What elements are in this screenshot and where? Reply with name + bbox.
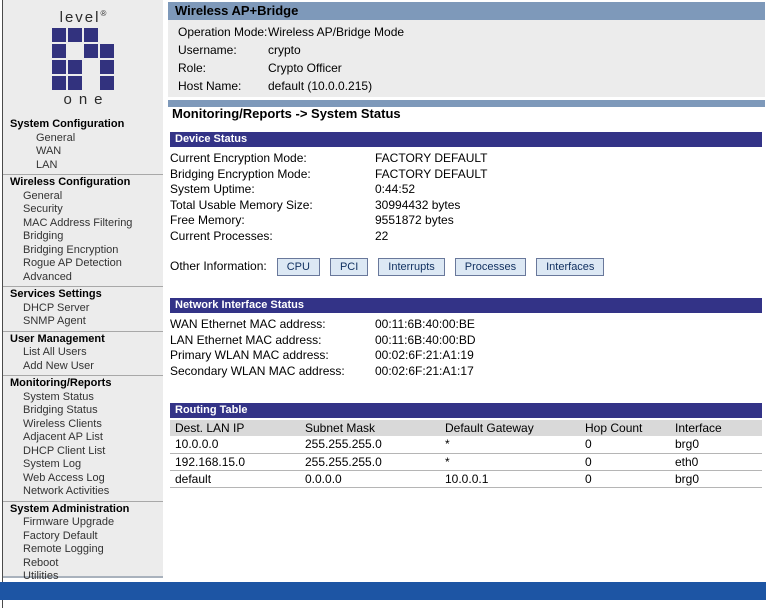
network-status-field-row [170,348,762,364]
sidebar-item-lan[interactable]: LAN [36,158,58,171]
logo-squares-icon [48,28,118,90]
sidebar-item-web-access-log[interactable]: Web Access Log [23,471,105,484]
sidebar-item-bridging-status[interactable]: Bridging Status [23,404,98,416]
routing-cell: 10.0.0.1 [440,470,580,487]
network-status-field-label: LAN Ethernet MAC address: [170,332,322,347]
menu-header-system-administration: System Administration [10,502,130,515]
menu-header-system-configuration: System Configuration [10,118,125,130]
menu-header-wireless-configuration: Wireless Configuration [10,176,131,188]
device-status-field-value: 22 [375,228,389,243]
device-status-rows [170,147,762,244]
device-status-field-label: Total Usable Memory Size: [170,197,313,212]
interrupts-button[interactable]: Interrupts [378,258,444,276]
sidebar-item-wireless-clients[interactable]: Wireless Clients [23,417,102,430]
routing-cell: * [440,453,580,470]
sidebar-item-factory-default[interactable]: Factory Default [23,529,98,542]
device-status-field-row [170,151,762,167]
header-field-label: Operation Mode: [178,25,268,39]
header-field-row [168,23,765,41]
device-status-field-label: System Uptime: [170,182,255,196]
sidebar-item-reboot[interactable]: Reboot [23,556,59,569]
sidebar-item-general[interactable]: General [23,189,63,202]
sidebar-item-add-new-user[interactable]: Add New User [23,359,94,372]
network-status-field-label: Primary WLAN MAC address: [170,348,329,362]
header-field-value: Crypto Officer [268,61,342,75]
sidebar-item-dhcp-client-list[interactable]: DHCP Client List [23,444,106,457]
device-status-field-row [170,182,762,198]
sidebar [3,0,163,582]
header-field-label: Host Name: [178,79,242,93]
menu-section-wireless-configuration [3,174,163,284]
header-field-value: Wireless AP/Bridge Mode [268,25,405,39]
routing-cell: 0 [580,436,670,453]
routing-cell: 255.255.255.0 [300,453,440,470]
network-status-field-value: 00:02:6F:21:A1:17 [375,363,474,378]
device-status-field-value: FACTORY DEFAULT [375,151,488,165]
device-status-field-value: FACTORY DEFAULT [375,166,488,181]
device-status-field-value: 0:44:52 [375,182,416,196]
menu-section-user-management [3,331,163,374]
header-field-row [168,59,765,77]
routing-table [170,420,762,488]
menu-header-monitoring-reports: Monitoring/Reports [10,377,112,389]
routing-cell: 0.0.0.0 [300,470,440,487]
sidebar-item-snmp-agent[interactable]: SNMP Agent [23,315,86,327]
network-status-field-row [170,333,762,349]
network-status-field-label: Secondary WLAN MAC address: [170,363,345,378]
network-status-rows [170,313,762,379]
device-status-header: Device Status [170,132,762,147]
sidebar-item-list-all-users[interactable]: List All Users [23,346,87,358]
sidebar-item-firmware-upgrade[interactable]: Firmware Upgrade [23,516,115,528]
interfaces-button[interactable]: Interfaces [536,258,604,276]
menu-header-user-management: User Management [10,332,105,345]
routing-table-row [170,453,762,470]
header-field-label: Username: [178,43,237,57]
cpu-button[interactable]: CPU [277,258,320,276]
routing-col-dest-lan-ip: Dest. LAN IP [170,420,300,436]
sidebar-item-security[interactable]: Security [23,203,63,215]
sidebar-item-adjacent-ap-list[interactable]: Adjacent AP List [23,431,103,443]
header-field-value: crypto [268,43,301,57]
sidebar-item-remote-logging[interactable]: Remote Logging [23,543,104,555]
routing-cell: 0 [580,453,670,470]
device-status-field-label: Current Encryption Mode: [170,151,307,165]
header-field-row [168,77,765,95]
menu-section-system-administration [3,501,163,584]
routing-col-hop-count: Hop Count [580,420,670,436]
network-status-field-value: 00:11:6B:40:00:BE [375,317,475,331]
sidebar-item-network-activities[interactable]: Network Activities [23,485,110,497]
sidebar-item-dhcp-server[interactable]: DHCP Server [23,301,90,314]
device-status-field-label: Current Processes: [170,228,273,243]
routing-table-row [170,470,762,487]
sidebar-item-rogue-ap-detection[interactable]: Rogue AP Detection [23,257,122,269]
network-status-field-label: WAN Ethernet MAC address: [170,317,326,331]
logo-text-one: one [63,91,110,108]
header-info-panel [168,20,765,97]
device-status-field-row [170,213,762,229]
sidebar-item-bridging-encryption[interactable]: Bridging Encryption [23,243,119,256]
routing-table-section [170,403,762,488]
routing-cell: 255.255.255.0 [300,436,440,453]
page-header [168,2,765,107]
routing-cell: brg0 [670,470,762,487]
routing-cell: eth0 [670,453,762,470]
sidebar-item-general[interactable]: General [36,131,76,144]
routing-cell: 10.0.0.0 [170,436,300,453]
device-status-section [170,132,762,276]
menu-section-services-settings [3,286,163,329]
network-status-field-row [170,317,762,333]
processes-button[interactable]: Processes [455,258,526,276]
device-status-field-row [170,167,762,183]
device-status-field-label: Bridging Encryption Mode: [170,166,311,181]
routing-col-default-gateway: Default Gateway [440,420,580,436]
routing-cell: default [170,470,300,487]
header-field-row [168,41,765,59]
routing-table-header-row [170,420,762,436]
levelone-logo [48,6,118,108]
logo-text-level: level® [59,9,107,26]
network-interface-status-section [170,298,762,379]
header-field-value: default (10.0.0.215) [268,79,373,93]
main-content [168,102,765,488]
header-field-label: Role: [178,61,207,75]
routing-cell: 192.168.15.0 [170,453,300,470]
routing-cell: * [440,436,580,453]
other-information-label: Other Information: [170,259,267,273]
app-title-bar: Wireless AP+Bridge [168,2,765,20]
sidebar-item-wan[interactable]: WAN [36,145,62,157]
network-status-field-value: 00:11:6B:40:00:BD [375,332,476,347]
device-status-field-row [170,229,762,245]
sidebar-item-utilities[interactable]: Utilities [23,570,59,582]
sidebar-item-system-log[interactable]: System Log [23,458,82,470]
menu-section-monitoring-reports [3,375,163,499]
routing-table-header: Routing Table [170,403,762,418]
routing-cell: brg0 [670,436,762,453]
menu-section-system-configuration [3,118,163,172]
device-status-field-label: Free Memory: [170,213,245,227]
bottom-bar [0,582,766,600]
sidebar-item-advanced[interactable]: Advanced [23,270,72,283]
network-status-field-row [170,364,762,380]
registered-mark-icon: ® [100,9,107,18]
network-interface-status-header: Network Interface Status [170,298,762,313]
sidebar-menu [3,118,163,584]
routing-col-subnet-mask: Subnet Mask [300,420,440,436]
device-status-field-value: 9551872 bytes [375,213,454,227]
network-status-field-value: 00:02:6F:21:A1:19 [375,348,474,362]
routing-table-row [170,436,762,453]
sidebar-item-system-status[interactable]: System Status [23,390,94,403]
page-title: Monitoring/Reports -> System Status [172,106,401,121]
sidebar-item-mac-address-filtering[interactable]: MAC Address Filtering [23,216,133,229]
device-status-field-row [170,198,762,214]
pci-button[interactable]: PCI [330,258,368,276]
menu-header-services-settings: Services Settings [10,288,102,300]
other-information-row [170,258,762,276]
routing-cell: 0 [580,470,670,487]
sidebar-item-bridging[interactable]: Bridging [23,230,64,242]
routing-col-interface: Interface [670,420,762,436]
device-status-field-value: 30994432 bytes [375,197,461,212]
